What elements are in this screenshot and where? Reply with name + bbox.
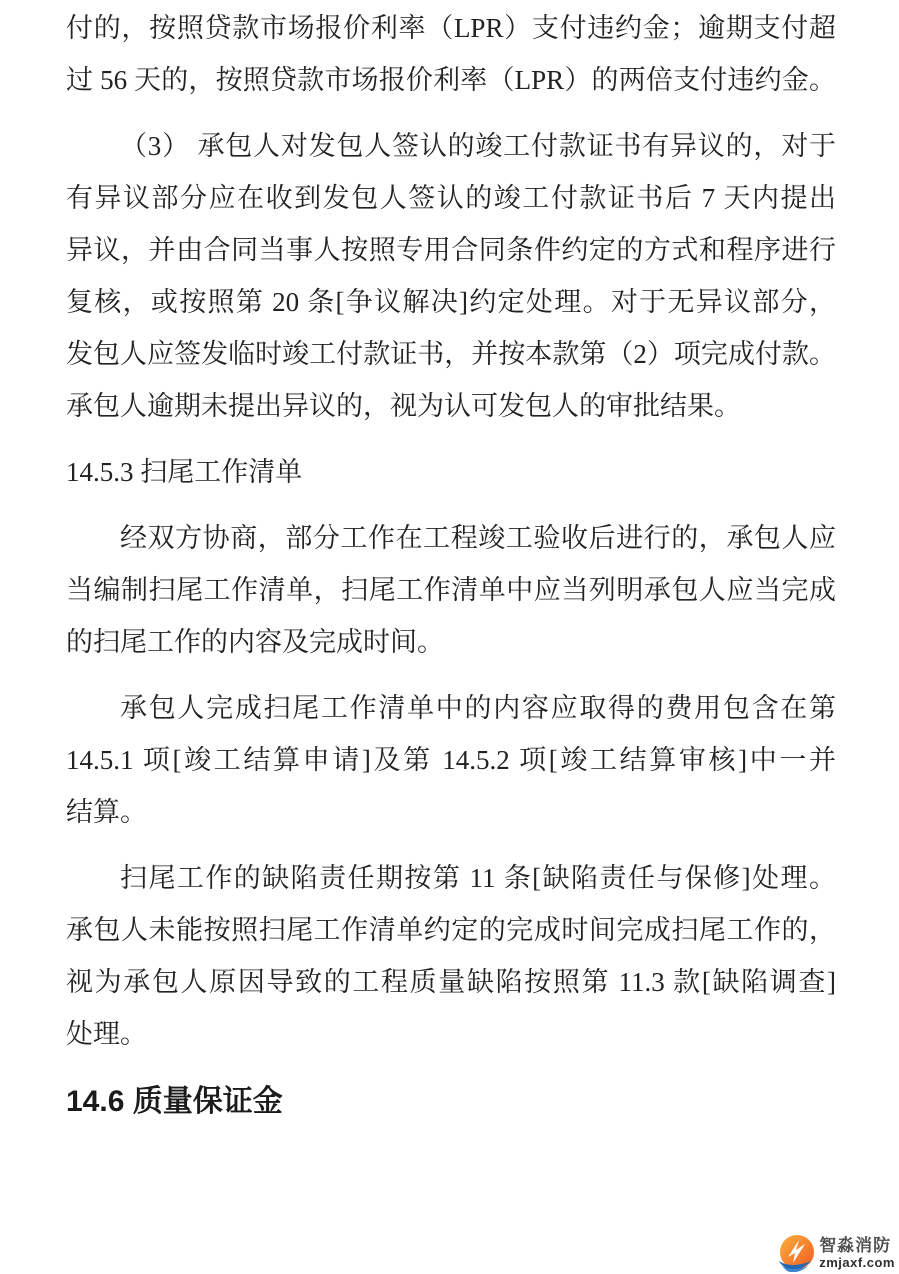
section-heading-14-5-3: 14.5.3 扫尾工作清单 [66, 457, 303, 487]
text-line: 有异议部分应在收到发包人签认的竣工付款证书后 7 天内提出 [66, 183, 836, 213]
watermark-domain: zmjaxf.com [819, 1255, 895, 1270]
text-line: 发包人应签发临时竣工付款证书，并按本款第（2）项完成付款。 [66, 339, 836, 369]
text-line: 承包人完成扫尾工作清单中的内容应取得的费用包含在第 [120, 693, 836, 723]
paragraph-tail-work-list [66, 512, 836, 668]
text-line: 扫尾工作的缺陷责任期按第 11 条[缺陷责任与保修]处理。 [120, 863, 836, 893]
text-line: （3） 承包人对发包人签认的竣工付款证书有异议的，对于 [120, 131, 836, 161]
text-line: 的扫尾工作的内容及完成时间。 [66, 627, 444, 657]
text-line: 付的，按照贷款市场报价利率（LPR）支付违约金；逾期支付超 [66, 13, 836, 43]
text-line: 经双方协商，部分工作在工程竣工验收后进行的，承包人应 [120, 523, 836, 553]
watermark-text [819, 1236, 895, 1270]
text-line: 承包人未能按照扫尾工作清单约定的完成时间完成扫尾工作的， [66, 915, 836, 945]
paragraph-lpr-penalty [66, 2, 836, 106]
text-line: 复核，或按照第 20 条[争议解决]约定处理。对于无异议部分， [66, 287, 836, 317]
text-line: 过 56 天的，按照贷款市场报价利率（LPR）的两倍支付违约金。 [66, 65, 836, 95]
text-line: 当编制扫尾工作清单，扫尾工作清单中应当列明承包人应当完成 [66, 575, 836, 605]
section-heading-14-6: 14.6 质量保证金 [66, 1085, 283, 1118]
watermark [778, 1234, 895, 1272]
text-line: 承包人逾期未提出异议的，视为认可发包人的审批结果。 [66, 391, 741, 421]
watermark-brand-name: 智淼消防 [819, 1236, 892, 1255]
text-line: 结算。 [66, 797, 147, 827]
zhimiao-flame-swoosh-logo-icon [778, 1234, 816, 1272]
text-line: 14.5.1 项[竣工结算申请]及第 14.5.2 项[竣工结算审核]中一并 [66, 745, 836, 775]
text-line: 视为承包人原因导致的工程质量缺陷按照第 11.3 款[缺陷调查] [66, 967, 836, 997]
text-line: 处理。 [66, 1019, 147, 1049]
paragraph-tail-work-cost [66, 682, 836, 838]
text-line: 异议，并由合同当事人按照专用合同条件约定的方式和程序进行 [66, 235, 836, 265]
paragraph-tail-work-defects [66, 852, 836, 1060]
paragraph-payment-objection [66, 120, 836, 432]
